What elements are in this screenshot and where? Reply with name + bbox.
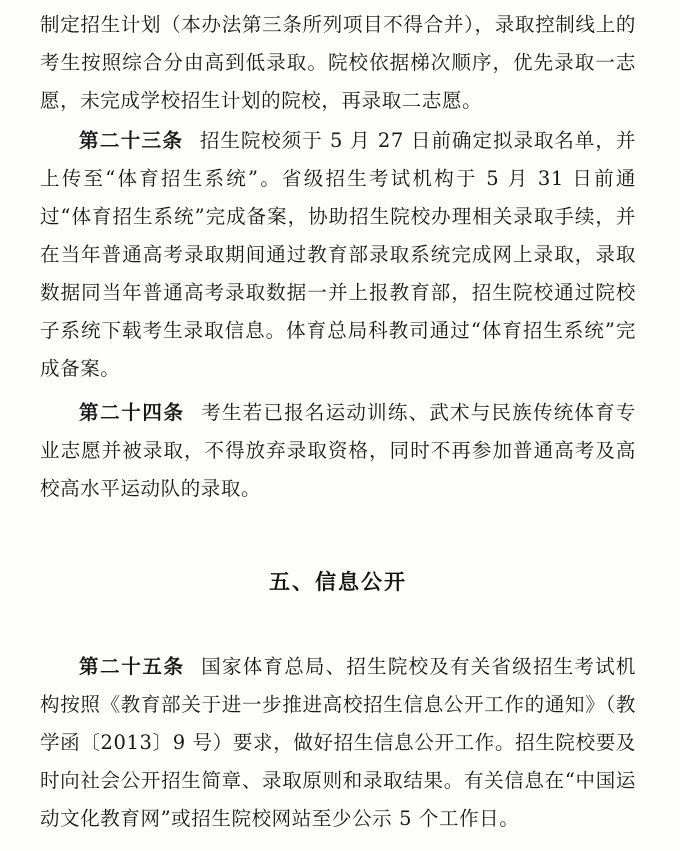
article-23-label: 第二十三条	[79, 129, 184, 152]
heading-spacer-above	[40, 508, 636, 562]
article-24-body: 考生若已报名运动训练、武术与民族传统体育专业志愿并被录取，不得放弃录取资格，同时不再参加普通高考及高校高水平运动队的录取。	[40, 401, 636, 500]
paragraph-article-23	[40, 122, 636, 388]
paragraph-article-24	[40, 394, 636, 508]
article-25-body: 国家体育总局、招生院校及有关省级招生考试机构按照《教育部关于进一步推进高校招生信息公开工作的通知》（教学函〔2013〕9 号）要求，做好招生信息公开工作。招生院校要及时向社会公开招生简章、录取原则和录取结果。有关信息在“中国运动文化教育网”或招生院校网站至少公示 5 个工作日。	[40, 655, 636, 830]
article-23-body: 招生院校须于 5 月 27 日前确定拟录取名单，并上传至“体育招生系统”。省级招生考试机构于 5 月 31 日前通过“体育招生系统”完成备案，协助招生院校办理相关录取手续，并在当年普通高考录取期间通过教育部录取系统完成网上录取，录取数据同当年普通高考录取数据一并上报教育部，招生院校通过院校子系统下载考生录取信息。体育总局科教司通过“体育招生系统”完成备案。	[40, 129, 636, 380]
article-24-label: 第二十四条	[79, 401, 185, 424]
article-25-label: 第二十五条	[79, 655, 185, 678]
heading-spacer-below	[40, 602, 636, 648]
paragraph-continued-top: 制定招生计划（本办法第三条所列项目不得合并），录取控制线上的考生按照综合分由高到低录取。院校依据梯次顺序，优先录取一志愿，未完成学校招生计划的院校，再录取二志愿。	[40, 13, 636, 112]
paragraph-article-25	[40, 648, 636, 838]
section-heading-information-disclosure: 五、信息公开	[269, 569, 407, 594]
